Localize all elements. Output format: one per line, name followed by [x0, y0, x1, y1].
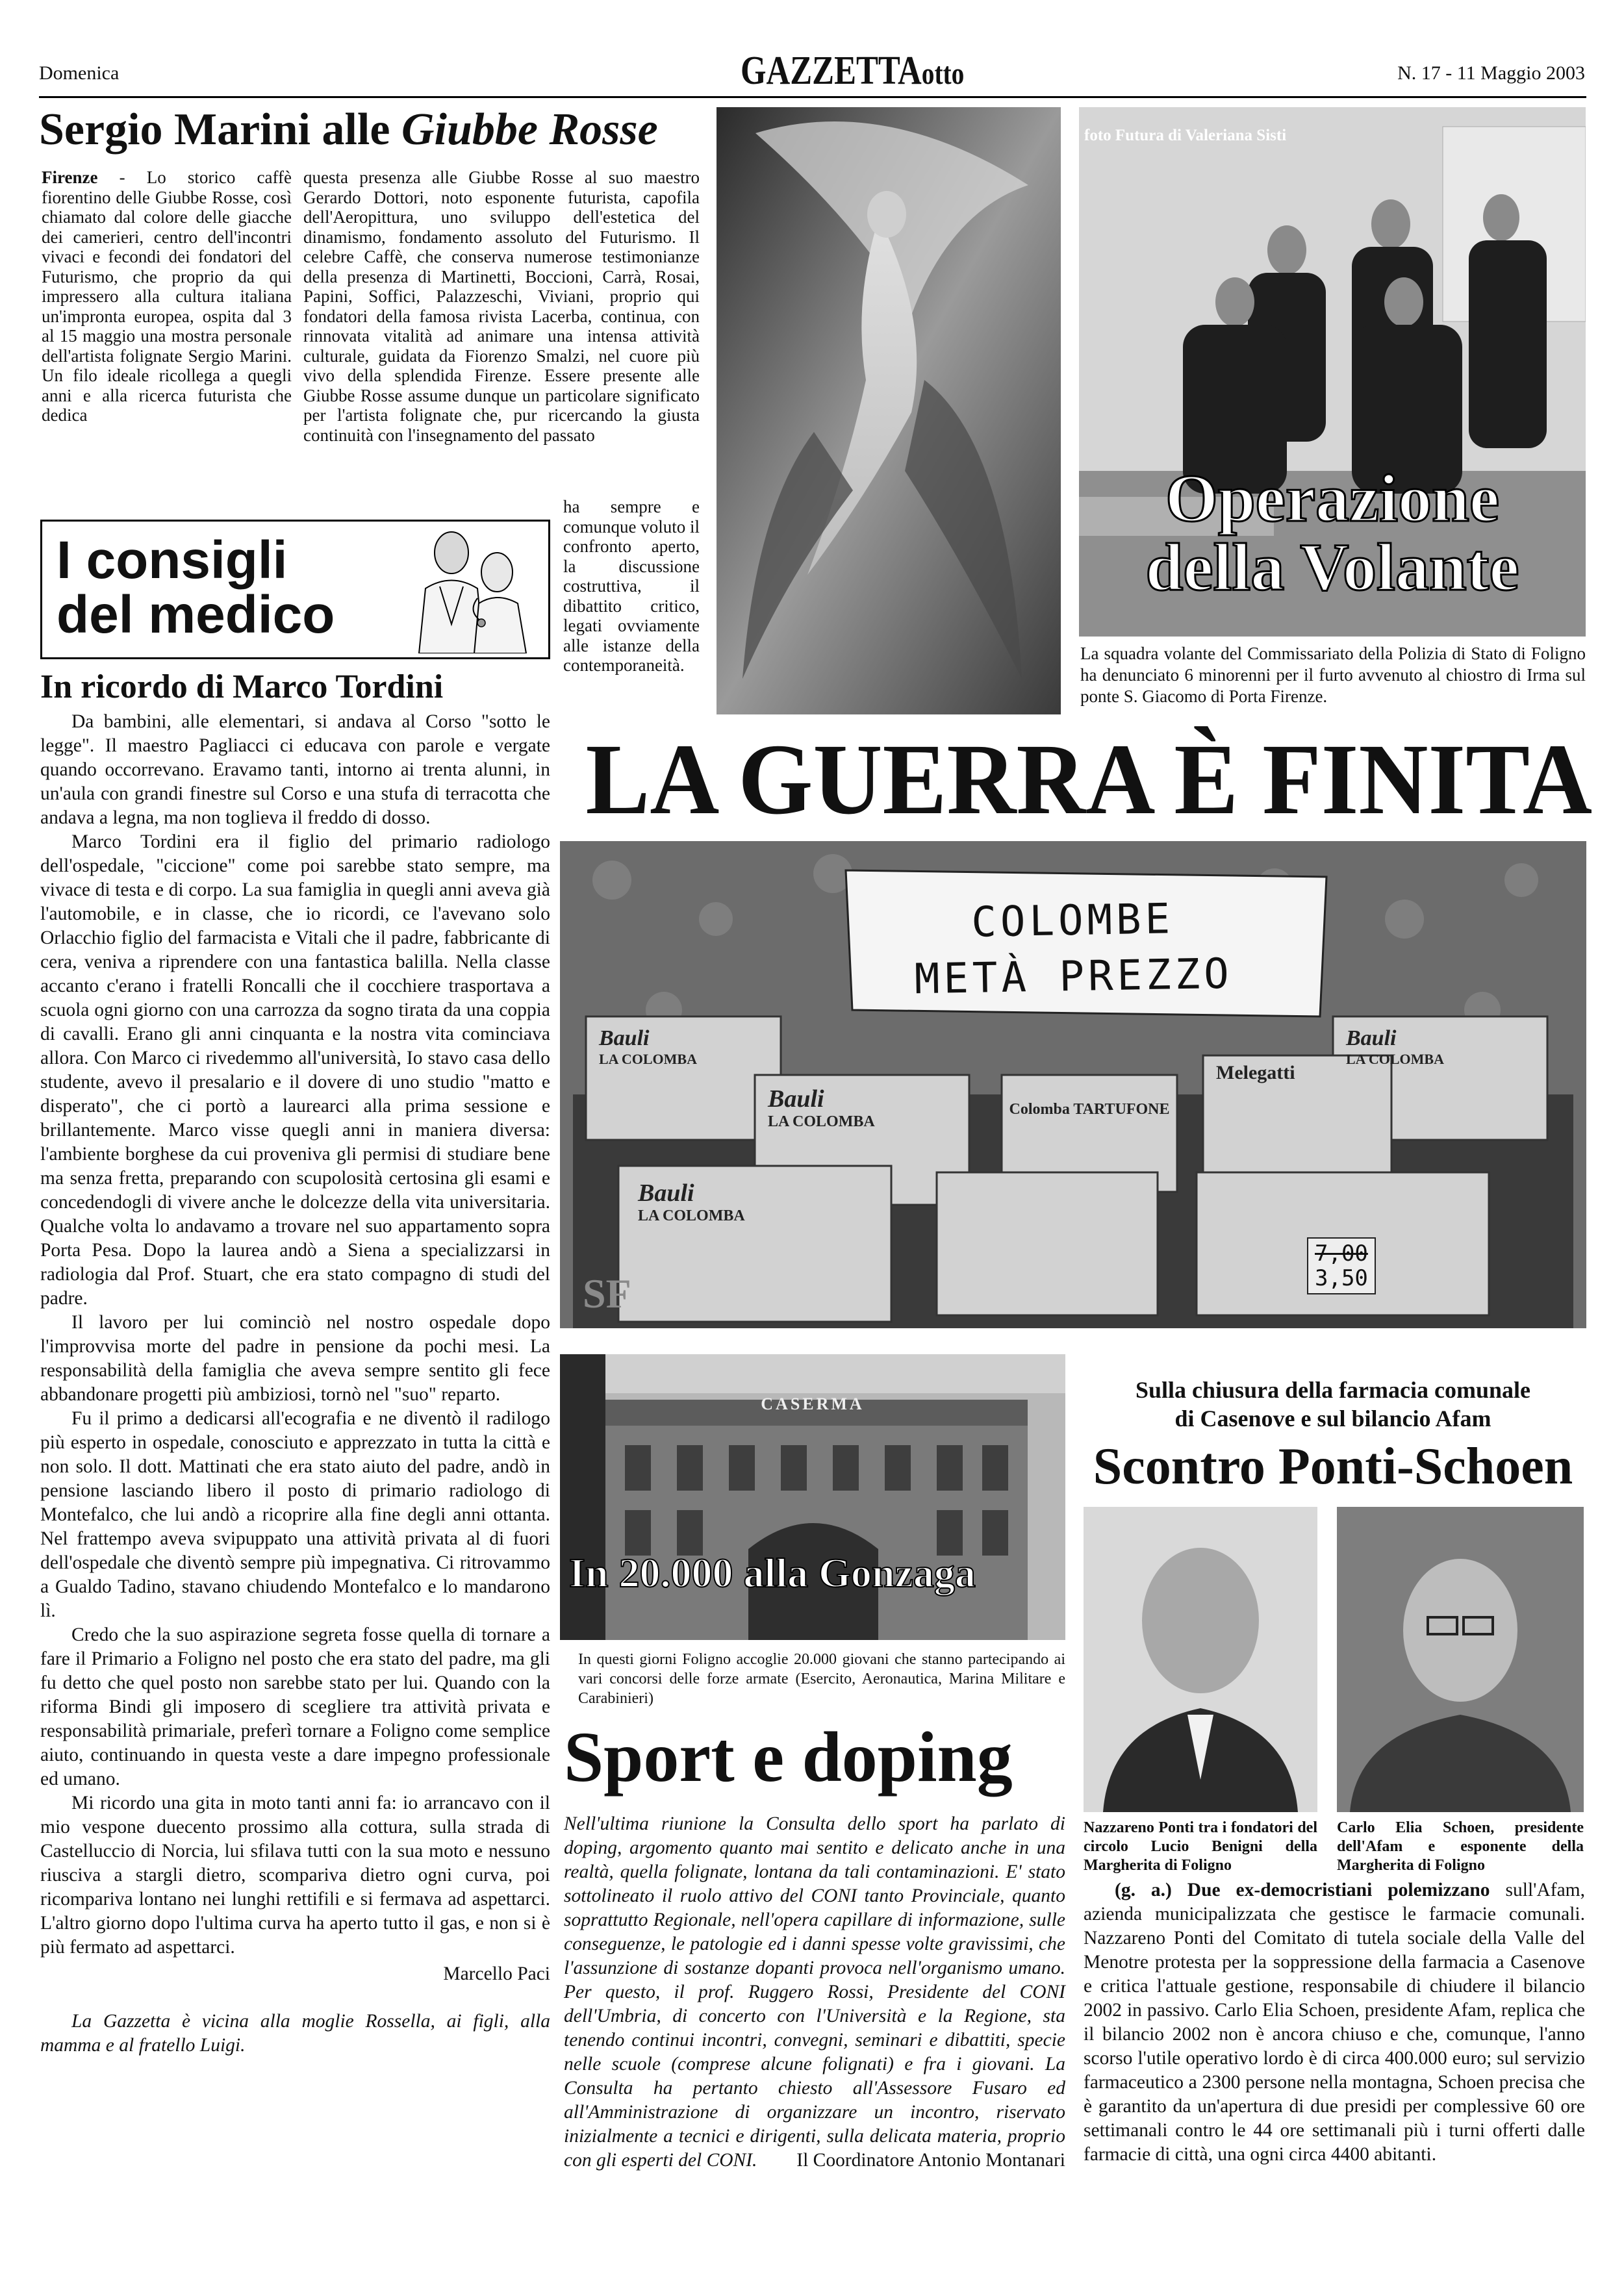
gonzaga-caption: In questi giorni Foligno accoglie 20.000 giovani che stanno partecipando ai vari concorsi delle forze armate (Esercito, Aeronautica, Marina Militare e Carabinieri): [578, 1651, 1065, 1707]
photo-watermark: SF: [583, 1270, 631, 1317]
schoen-portrait: [1337, 1507, 1584, 1812]
sport-body: [564, 1812, 1065, 2173]
sport-title: Sport e doping: [564, 1717, 1013, 1797]
sport-signature: Il Coordinatore Antonio Montanari: [796, 2150, 1065, 2171]
masthead-logo: [741, 48, 964, 94]
bauli-label-center: Bauli LA COLOMBA: [768, 1085, 875, 1130]
marini-painting: [717, 107, 1061, 714]
consigli-title: I consigli del medico: [57, 531, 335, 644]
volante-photo: [1079, 107, 1586, 637]
ponti-portrait: [1084, 1507, 1317, 1812]
doctor-illustration: [406, 527, 536, 653]
logo-main: GAZZETTA: [741, 49, 922, 93]
volante-headline: Operazione della Volante: [1145, 461, 1519, 605]
scontro-title: Scontro Ponti-Schoen: [1093, 1438, 1573, 1495]
guerra-photo: [560, 841, 1586, 1328]
marini-col2: questa presenza alle Giubbe Rosse al suo maestro Gerardo Dottori, noto esponente futurista, capofila dell'Aeropittura, uno sviluppo dell'estetica del dinamismo, fondamento assoluto del Futurismo. Il celebre Caffè, che conserva numerose testimonianze della presenza di Martinetti, Boccioni, Carrà, Rosai, Papini, Soffici, Palazzeschi, Viviani, proprio qui fondatori della famosa rivista Lacerba, continua, con rinnovata vitalità ad animare una intensa attività culturale, guidata da Fiorenzo Smalzi, nel cuore più vivo della splendida Firenze. Essere presente alle Giubbe Rosse assume dunque un particolare significato per l'artista folignate che, pur ricercando la giusta continuità con l'insegnamento del passato: [303, 168, 700, 445]
bauli-label-left: Bauli LA COLOMBA: [599, 1026, 697, 1067]
tordini-paragraph: Da bambini, alle elementari, si andava al Corso "sotto le legge". Il maestro Pagliacci ci educava con parole e vergate quando occorrevano. Eravamo tanti, intorno ai trenta alunni, in un'aula con grandi finestre sul Corso e una stufa di terracotta che andava a legna, ma non toglieva il freddo di dosso.: [40, 711, 550, 828]
gonzaga-headline: In 20.000 alla Gonzaga: [569, 1550, 976, 1596]
marini-col1: Firenze - Lo storico caffè fiorentino delle Giubbe Rosse, così chiamato dal colore delle giacche dei camerieri, centro dell'incontri vivaci e fecondi dei fondatori del Futurismo, che proprio da qui impressero alla cultura italiana un'impronta europea, ospita dal 3 al 15 maggio una mostra personale dell'artista folignate Sergio Marini. Un filo ideale ricollega a quegli anni e alla ricerca futurista che dedica: [42, 168, 292, 425]
volante-caption: La squadra volante del Commissariato della Polizia di Stato di Foligno ha denunciato 6 minorenni per il furto avvenuto al chiostro di Irma sul ponte S. Giacomo di Porta Firenze.: [1080, 644, 1586, 706]
masthead: [39, 49, 1585, 94]
bauli-label-right: Bauli LA COLOMBA: [1346, 1026, 1444, 1067]
tordini-paragraph: Credo che la suo aspirazione segreta fosse quella di tornare a fare il Primario a Foligno nel posto che era stato del padre, ma gli fu detto che quel posto non sarebbe stato per lui. Quando con la riforma Bindi gli imposero di scegliere tra attività privata e responsabilità primariale, preferì tornare a Foligno come semplice aiuto, continuando in questa veste a dare impegno professionale ed umano.: [40, 1624, 550, 1789]
schoen-caption: Carlo Elia Schoen, presidente dell'Afam e esponente della Margherita di Foligno: [1337, 1819, 1584, 1874]
masthead-rule: [39, 96, 1586, 98]
price-tag: 7,00 3,50: [1307, 1237, 1376, 1294]
guerra-headline: LA GUERRA È FINITA: [585, 723, 1593, 835]
melegatti-label: Melegatti: [1216, 1062, 1295, 1083]
marini-headline: Sergio Marini alle Giubbe Rosse: [39, 105, 658, 155]
tordini-paragraph: Marco Tordini era il figlio del primario radiologo dell'ospedale, "ciccione" come poi sarebbe stato sempre, ma vivace di testa e di corpo. La sua famiglia in quegli anni aveva già l'automobile, e in classe, che io ricordi, ce l'avevano solo Orlacchio figlio del farmacista e Vitali che il padre, fabbricante di cera, veniva a riprendere con una fantastica balilla. Nella classe accanto c'erano i fratelli Roncalli che il cocchiere trasportava a scuola ogni giorno con una carrozza da sogno tirata da una coppia di cavalli. Erano gli anni cinquanta e la nostra vita cominciava allora. Con Marco ci rivedemmo all'università, Io stavo casa dello studente, avevo il presalario e il dovere di uno studio "matto e disperato", che ci portò a laurearci alla prima sessione e brillantemente. Marco visse quegli anni in maniera diversa: l'ambiente borghese da cui proveniva gli permisi di studiare bene ma senza fretta, preparando con scupolosità certosina gli esami e concedendogli di vivere anche le dolcezze della vita universitaria. Qualche volta lo andavamo a trovare nel suo appartamento sopra Porta Pesa. Dopo la laurea andò a Siena a specializzarsi in radiologia dal Prof. Stuart, che era stato compagno di studi del padre.: [40, 831, 550, 1309]
tordini-title: In ricordo di Marco Tordini: [40, 668, 444, 705]
logo-sub: otto: [921, 57, 965, 91]
masthead-issue: N. 17 - 11 Maggio 2003: [1397, 62, 1585, 84]
tordini-paragraph: Mi ricordo una gita in moto tanti anni fa: io arrancavo con il mio vespone duecento prossimo alla cottura, sulla strada di Castelluccio di Norcia, lui sfilava tutti con la sua moto e nessuno riusciva a stargli dietro, scompariva dietro ogni curva, poi ricompariva lontano nei lunghi rettifili e si fermava ad aspettarci. L'altro giorno dopo l'ultima curva ha aperto tutto il gas, e non si è più fermato ad aspettarci.: [40, 1793, 550, 1958]
ponti-caption: Nazzareno Ponti tra i fondatori del circolo Lucio Benigni della Margherita di Foligno: [1084, 1819, 1317, 1874]
gonzaga-photo: [560, 1354, 1065, 1640]
bauli-label-bottom: Bauli LA COLOMBA: [638, 1180, 745, 1224]
scontro-kicker: Sulla chiusura della farmacia comunale di Casenove e sul bilancio Afam: [1135, 1377, 1530, 1432]
volante-credit: foto Futura di Valeriana Sisti: [1084, 127, 1287, 144]
tordini-signature: Marcello Paci: [443, 1963, 550, 1984]
tordini-body: [40, 710, 550, 2058]
schoen-photo: [1337, 1507, 1584, 1812]
ponti-photo: [1084, 1507, 1317, 1812]
colombe-sign: COLOMBE METÀ PREZZO: [914, 895, 1234, 1004]
sport-text: Nell'ultima riunione la Consulta dello sport ha parlato di doping, argomento quanto mai sentito e delicato anche in una realtà, quella folignate, lontana da tali contaminazioni. E' stato sottolineato il ruolo attivo del CONI tanto Provinciale, quanto soprattutto Regionale, nell'opera capillare di informazione, sulle conseguenze, le patologie ed i danni spesse volte gravissimi, che l'assunzione di sostanze dopanti provoca nell'organismo umano. Per questo, il prof. Ruggero Rossi, Presidente del CONI dell'Umbria, di concerto con l'Università e la Regione, sta tenendo continui incontri, convegni, seminari e dibattiti, specie nelle scuole (comprese alcune folignati) e fra i giovani. La Consulta ha pertanto chiesto all'Assessore Fusaro ed all'Amministrazione di organizzare un incontro, riservato inizialmente a tecnici e dirigenti, sulla delicata materia, proprio con gli esperti del CONI.: [564, 1813, 1065, 2171]
tordini-paragraph: Fu il primo a dedicarsi all'ecografia e ne diventò il radilogo più esperto in ospedale, conosciuto e apprezzato in tutta la città e non solo. Il dott. Mattinati che era stato aiuto del padre, andò in pensione lasciando libero il posto di primario radiologo di Montefalco, che lui andò a ricoprire alla fine degli anni ottanta. Nel frattempo aveva svipuppato una attività privata al di fuori dell'ospedale che diventò sempre più impegnativa. Ci ritrovammo a Gualdo Tadino, stavano chiudendo Montefalco e lo mandarono lì.: [40, 1408, 550, 1621]
scontro-body: (g. a.) Due ex-democristiani polemizzano sull'Afam, azienda municipalizzata che gestisce le farmacie comunali. Nazzareno Ponti del Comitato di tutela sociale della Valle del Menotre protesta per la soppressione della farmacia a Casenove e critica l'attuale gestione, responsabile di chiudere il bilancio 2002 in passivo. Carlo Elia Schoen, presidente Afam, replica che il bilancio 2002 non è ancora chiuso e che, comunque, l'anno scorso l'utile operativo lordo è di circa 400.000 euro; sul servizio farmaceutico a 2300 persone nella montagna, Schoen precisa che è garantito da un'apertura di due presidi per complessive 60 ore settimanali contro le 44 ore settimanali più i turni offerti dalle farmacie di città, una ogni circa 4400 abitanti.: [1084, 1880, 1585, 2165]
marini-col3: ha sempre e comunque voluto il confronto aperto, la discussione costruttiva, il dibattito critico, legati ovviamente alle istanze della contemporaneità.: [563, 497, 700, 675]
tordini-closing: La Gazzetta è vicina alla moglie Rossella, ai figli, alla mamma e al fratello Luigi.: [40, 2011, 550, 2056]
masthead-day: Domenica: [39, 62, 120, 84]
painting-figure: [717, 107, 1061, 714]
caserma-sign: CASERMA: [761, 1394, 865, 1413]
tartufone-label: Colomba TARTUFONE: [1009, 1101, 1170, 1118]
tordini-paragraph: Il lavoro per lui cominciò nel nostro ospedale dopo l'improvvisa morte del padre in pensione da pochi mesi. La responsabilità della famiglia che aveva sempre sentito gli fece abbandonare progetti più ambiziosi, tornò nel "suo" reparto.: [40, 1312, 550, 1405]
consigli-box: [40, 520, 550, 659]
